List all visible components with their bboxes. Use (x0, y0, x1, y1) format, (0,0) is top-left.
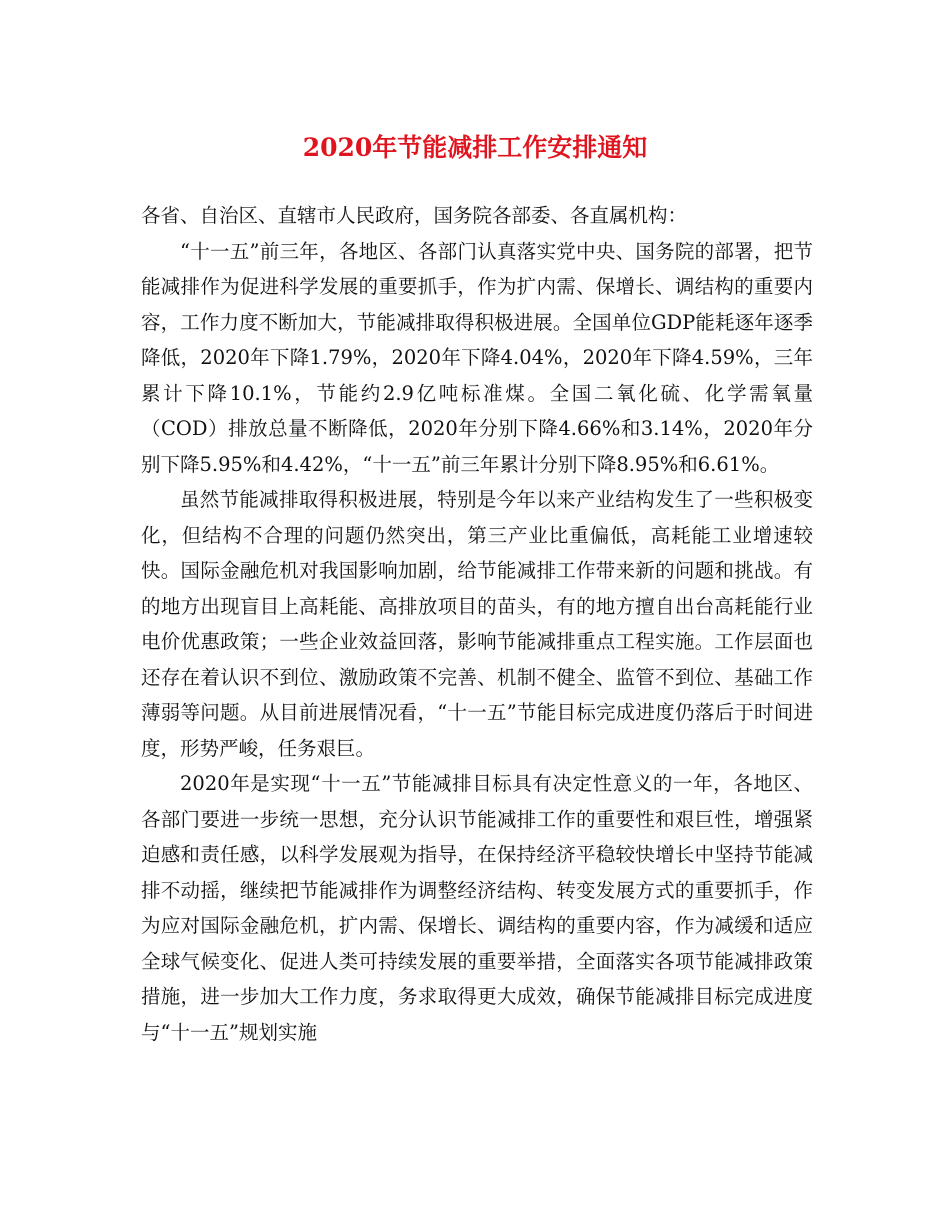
salutation: 各省、自治区、直辖市人民政府，国务院各部委、各直属机构： (141, 204, 688, 227)
paragraph-1: “十一五”前三年，各地区、各部门认真落实党中央、国务院的部署，把节能减排作为促进科学发展的重要抓手，作为扩内需、保增长、调结构的重要内容，工作力度不断加大，节能减排取得积极进展。全国单位GDP能耗逐年逐季降低，2020年下降1.79%，2020年下降4.04%，2020年下降4.59%，三年累计下降10.1%，节能约2.9亿吨标准煤。全国二氧化硫、化学需氧量（COD）排放总量不断降低，2020年分别下降4.66%和3.14%，2020年分别下降5.95%和4.42%，“十一五”前三年累计分别下降8.95%和6.61%。 (141, 239, 813, 476)
document-title: 2020年节能减排工作安排通知 (302, 133, 648, 162)
paragraph-2: 虽然节能减排取得积极进展，特别是今年以来产业结构发生了一些积极变化，但结构不合理的问题仍然突出，第三产业比重偏低，高耗能工业增速较快。国际金融危机对我国影响加剧，给节能减排工作带来新的问题和挑战。有的地方出现盲目上高耗能、高排放项目的苗头，有的地方擅自出台高耗能行业电价优惠政策；一些企业效益回落，影响节能减排重点工程实施。工作层面也还存在着认识不到位、激励政策不完善、机制不健全、监管不到位、基础工作薄弱等问题。从目前进展情况看，“十一五”节能目标完成进度仍落后于时间进度，形势严峻，任务艰巨。 (141, 488, 813, 760)
document-body (141, 198, 813, 1050)
paragraph-3: 2020年是实现“十一五”节能减排目标具有决定性意义的一年，各地区、各部门要进一步统一思想，充分认识节能减排工作的重要性和艰巨性，增强紧迫感和责任感，以科学发展观为指导，在保持经济平稳较快增长中坚持节能减排不动摇，继续把节能减排作为调整经济结构、转变发展方式的重要抓手，作为应对国际金融危机，扩内需、保增长、调结构的重要内容，作为减缓和适应全球气候变化、促进人类可持续发展的重要举措，全面落实各项节能减排政策措施，进一步加大工作力度，务求取得更大成效，确保节能减排目标完成进度与“十一五”规划实施 (141, 772, 813, 1044)
